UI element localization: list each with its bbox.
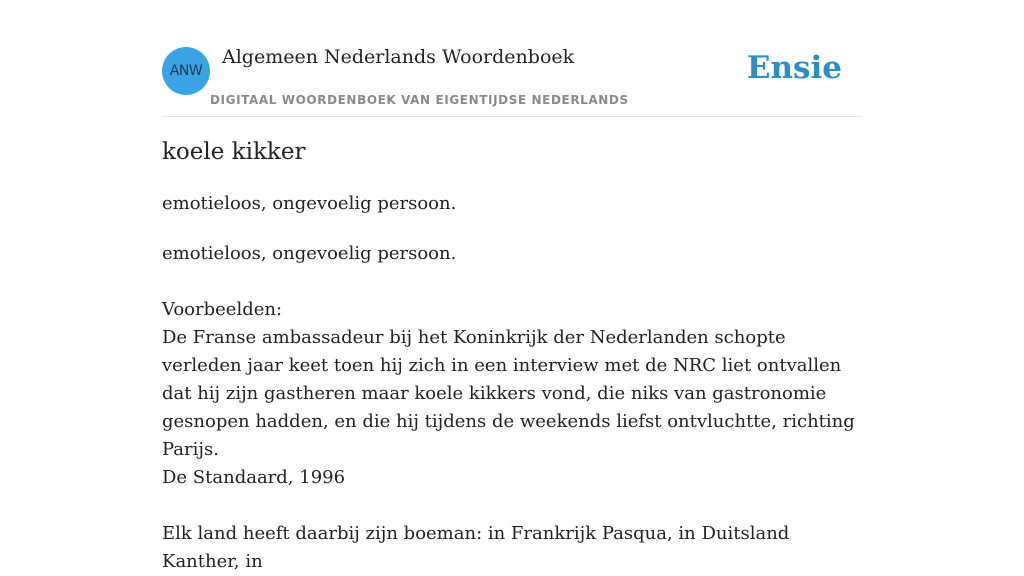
entry-definition: emotieloos, ongevoelig persoon. <box>162 243 457 264</box>
site-subtitle: DIGITAAL WOORDENBOEK VAN EIGENTIJDSE NEDERLANDS <box>210 93 629 107</box>
example-quote: Elk land heeft daarbij zijn boeman: in Frankrijk Pasqua, in Duitsland Kanther, in <box>162 523 790 572</box>
site-title[interactable]: Algemeen Nederlands Woordenboek <box>222 46 575 68</box>
examples-heading: Voorbeelden: <box>162 299 283 320</box>
anw-logo[interactable]: ANW <box>162 47 210 95</box>
example-source: De Standaard, 1996 <box>162 467 346 488</box>
entry-term: koele kikker <box>162 139 306 165</box>
site-header <box>162 0 862 117</box>
entry-body <box>162 240 862 576</box>
example-quote: De Franse ambassadeur bij het Koninkrijk der Nederlanden schopte verleden jaar keet toen hij zich in een interview met de NRC liet ontvallen dat hij zijn gastheren maar koele kikkers vond, die niks van gastronomie gesnopen hadden, en die hij tijdens de weekends liefst ontvluchtte, richting Parijs. <box>162 327 855 460</box>
ensie-brand-link[interactable]: Ensie <box>746 50 842 86</box>
entry-summary: emotieloos, ongevoelig persoon. <box>162 193 457 214</box>
page <box>162 0 862 572</box>
